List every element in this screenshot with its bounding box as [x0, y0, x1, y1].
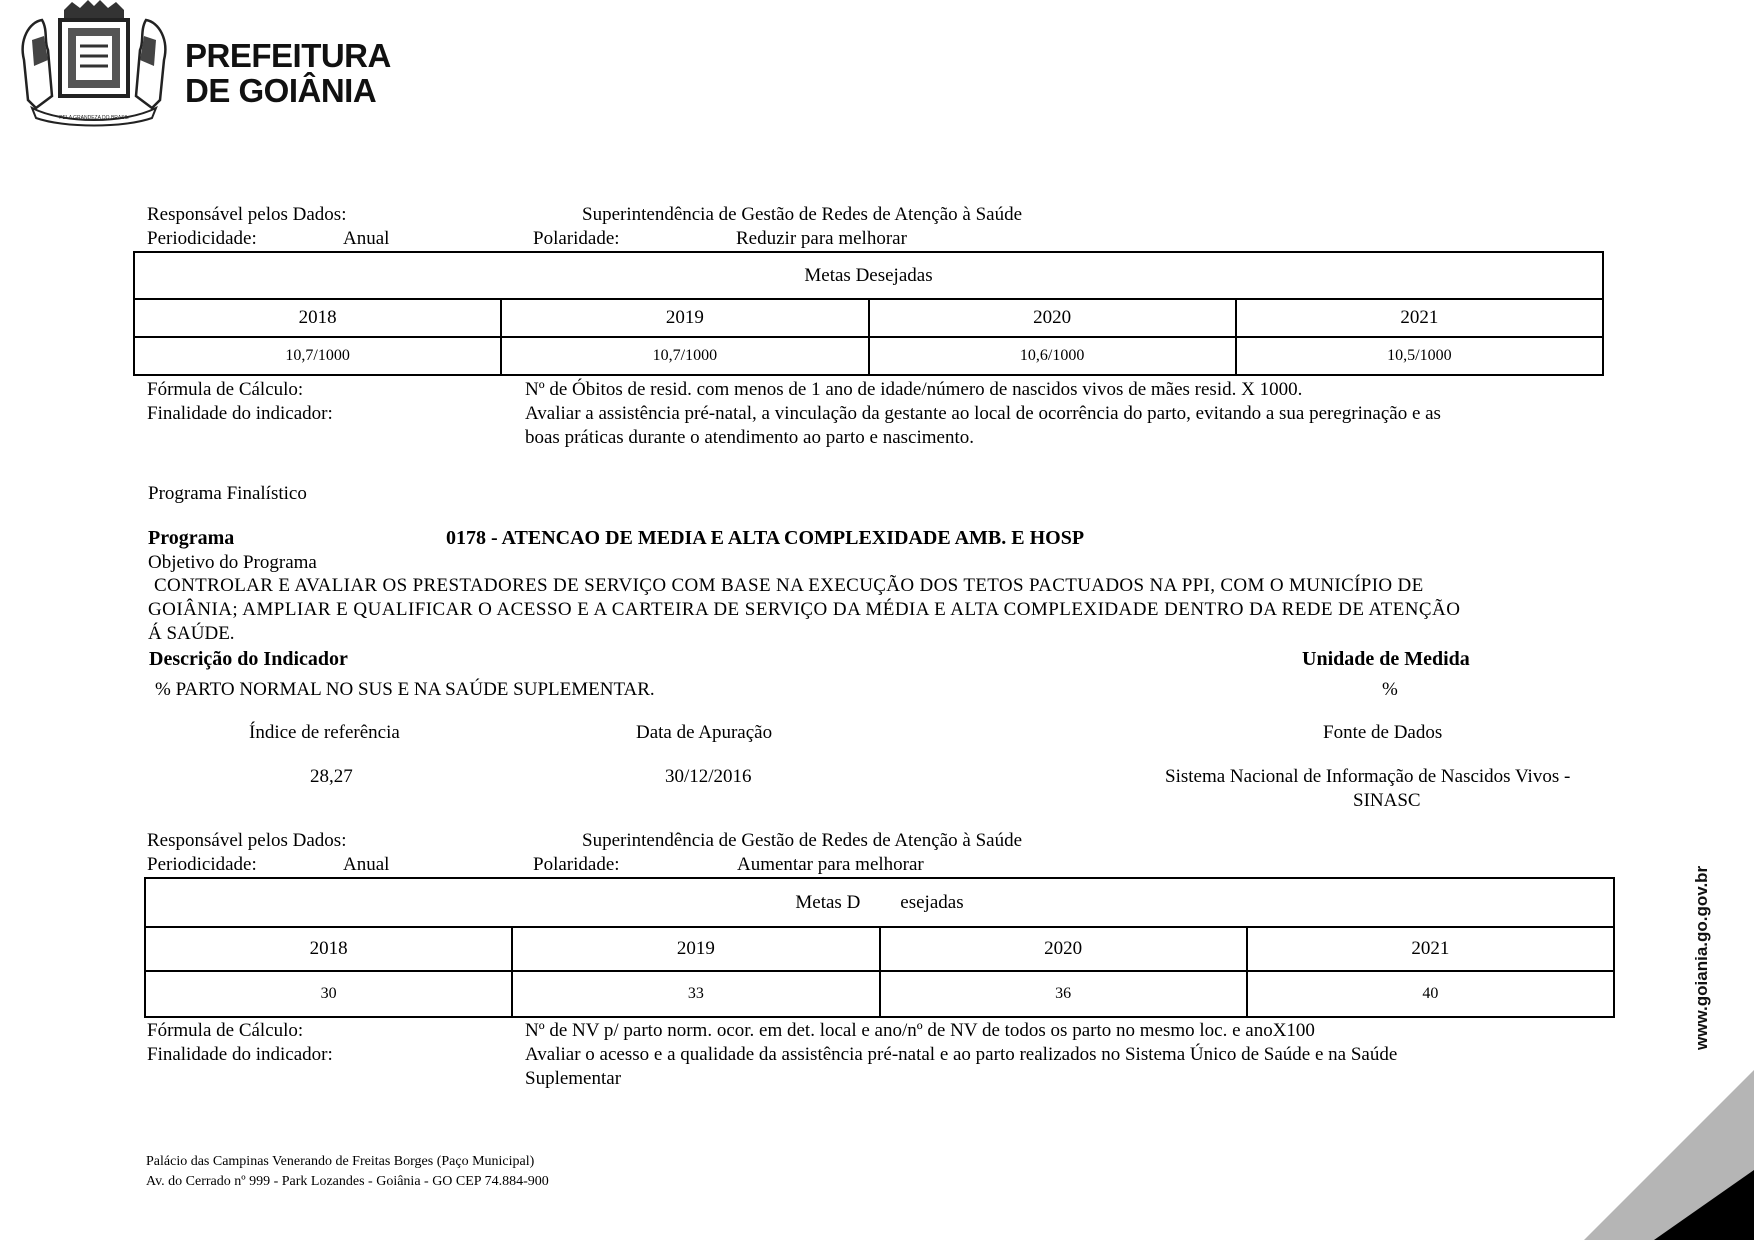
value-cell: 10,7/1000 [134, 337, 501, 375]
responsavel-value-1: Superintendência de Gestão de Redes de Atenção à Saúde [582, 204, 1023, 225]
polaridade-label-2: Polaridade: [533, 854, 620, 875]
periodicidade-label-2: Periodicidade: [147, 854, 257, 875]
metas-title-2 [145, 878, 1614, 927]
finalidade-line-2a: Avaliar o acesso e a qualidade da assistência pré-natal e ao parto realizados no Sistema Único de Saúde e na Saúde [525, 1044, 1398, 1065]
unidade-label: Unidade de Medida [1302, 648, 1470, 670]
metas-title-1: Metas Desejadas [134, 252, 1603, 299]
address-line-2: Av. do Cerrado nº 999 - Park Lozandes - Goiânia - GO CEP 74.884-900 [146, 1174, 549, 1189]
year-cell: 2019 [501, 299, 868, 337]
logo-line-1: PREFEITURA [185, 37, 391, 74]
value-cell: 10,6/1000 [869, 337, 1236, 375]
periodicidade-value-1: Anual [343, 228, 390, 249]
year-cell: 2021 [1247, 927, 1614, 971]
finalidade-label-2: Finalidade do indicador: [147, 1044, 333, 1065]
coat-of-arms-logo [14, 0, 174, 128]
descricao-label: Descrição do Indicador [149, 648, 348, 670]
polaridade-value-1: Reduzir para melhorar [736, 228, 907, 249]
metas-table-1 [133, 251, 1604, 376]
fonte-label: Fonte de Dados [1323, 722, 1443, 743]
year-cell: 2021 [1236, 299, 1603, 337]
metas-title-2a: Metas D [795, 891, 861, 913]
value-cell: 33 [512, 971, 879, 1017]
objetivo-line-2: GOIÂNIA; AMPLIAR E QUALIFICAR O ACESSO E A CARTEIRA DE SERVIÇO DA MÉDIA E ALTA COMPLEXIDADE DENTRO DA REDE DE ATENÇÃO [148, 599, 1461, 620]
value-cell: 30 [145, 971, 512, 1017]
fonte-value-line-2: SINASC [1353, 790, 1421, 811]
finalidade-label-1: Finalidade do indicador: [147, 403, 333, 424]
objetivo-line-3: Á SAÚDE. [148, 623, 235, 644]
programa-section-title: Programa Finalístico [148, 483, 307, 504]
objetivo-line-1: CONTROLAR E AVALIAR OS PRESTADORES DE SERVIÇO COM BASE NA EXECUÇÃO DOS TETOS PACTUADOS NA PPI, COM O MUNICÍPIO DE [154, 575, 1424, 596]
descricao-value: % PARTO NORMAL NO SUS E NA SAÚDE SUPLEMENTAR. [155, 679, 655, 700]
corner-decoration [1584, 1070, 1754, 1240]
metas-table-2 [144, 877, 1615, 1018]
indice-value: 28,27 [310, 766, 353, 787]
metas-title-2b: esejadas [900, 891, 964, 913]
polaridade-label-1: Polaridade: [533, 228, 620, 249]
prefeitura-logo-text [185, 38, 391, 108]
programa-label: Programa [148, 527, 235, 549]
year-cell: 2020 [869, 299, 1236, 337]
side-url: www.goiania.go.gov.br [1692, 865, 1711, 1050]
formula-label-2: Fórmula de Cálculo: [147, 1020, 304, 1041]
address-line-1: Palácio das Campinas Venerando de Freitas Borges (Paço Municipal) [146, 1154, 535, 1169]
periodicidade-label-1: Periodicidade: [147, 228, 257, 249]
unidade-value: % [1382, 679, 1398, 700]
formula-label-1: Fórmula de Cálculo: [147, 379, 304, 400]
value-cell: 40 [1247, 971, 1614, 1017]
fonte-value-line-1: Sistema Nacional de Informação de Nascidos Vivos - [1165, 766, 1571, 787]
responsavel-label-2: Responsável pelos Dados: [147, 830, 347, 851]
formula-value-1: Nº de Óbitos de resid. com menos de 1 ano de idade/número de nascidos vivos de mães resid. X 1000. [525, 379, 1303, 400]
indice-label: Índice de referência [249, 722, 400, 743]
value-cell: 10,7/1000 [501, 337, 868, 375]
value-cell: 36 [880, 971, 1247, 1017]
objetivo-label: Objetivo do Programa [148, 552, 317, 573]
finalidade-line-2b: Suplementar [525, 1068, 622, 1089]
finalidade-line-1a: Avaliar a assistência pré-natal, a vinculação da gestante ao local de ocorrência do parto, evitando a sua peregrinação e as [525, 403, 1441, 424]
formula-value-2: Nº de NV p/ parto norm. ocor. em det. local e ano/nº de NV de todos os parto no mesmo loc. e anoX100 [525, 1020, 1315, 1041]
year-cell: 2018 [145, 927, 512, 971]
responsavel-label-1: Responsável pelos Dados: [147, 204, 347, 225]
polaridade-value-2: Aumentar para melhorar [737, 854, 924, 875]
data-value: 30/12/2016 [665, 766, 752, 787]
finalidade-line-1b: boas práticas durante o atendimento ao parto e nascimento. [525, 427, 974, 448]
logo-line-2: DE GOIÂNIA [185, 72, 377, 109]
programa-value: 0178 - ATENCAO DE MEDIA E ALTA COMPLEXIDADE AMB. E HOSP [446, 527, 1085, 549]
periodicidade-value-2: Anual [343, 854, 390, 875]
year-cell: 2019 [512, 927, 879, 971]
responsavel-value-2: Superintendência de Gestão de Redes de Atenção à Saúde [582, 830, 1023, 851]
seal-motto: PELA GRANDEZA DO BRASIL [59, 115, 129, 121]
value-cell: 10,5/1000 [1236, 337, 1603, 375]
year-cell: 2018 [134, 299, 501, 337]
data-label: Data de Apuração [636, 722, 773, 743]
year-cell: 2020 [880, 927, 1247, 971]
